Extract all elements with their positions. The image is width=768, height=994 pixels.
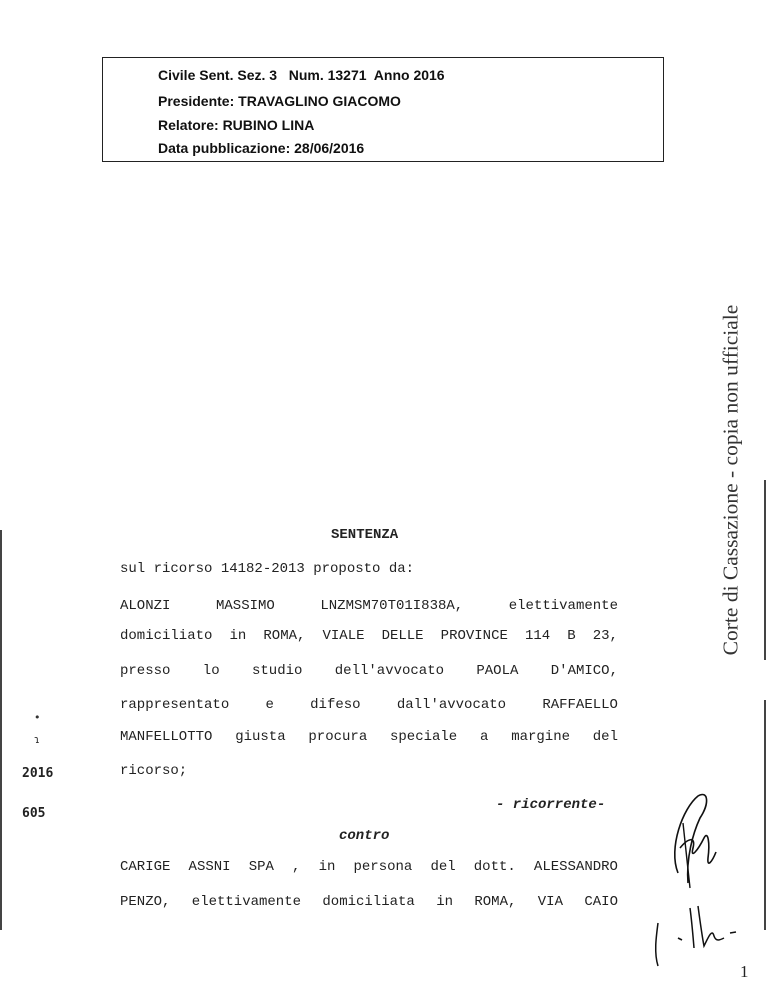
right-margin-rule-lower	[764, 700, 766, 930]
word: in	[436, 894, 453, 910]
word: CARIGE	[120, 859, 171, 875]
header-box	[102, 57, 664, 162]
intro-line: sul ricorso 14182-2013 proposto da:	[120, 561, 415, 577]
margin-mark: ɿ	[34, 733, 40, 746]
word: CAIO	[584, 894, 618, 910]
rapporteur: Relatore: RUBINO LINA	[158, 117, 315, 133]
word: RAFFAELLO	[542, 697, 618, 713]
document-title: SENTENZA	[331, 527, 399, 543]
word: difeso	[310, 697, 361, 713]
word: dall'avvocato	[396, 697, 507, 713]
word: 23,	[592, 628, 618, 644]
word: domiciliata	[322, 894, 415, 910]
para2-line-1	[120, 859, 618, 875]
word: speciale	[390, 729, 458, 745]
word: margine	[511, 729, 570, 745]
president: Presidente: TRAVAGLINO GIACOMO	[158, 93, 401, 109]
contro-label: contro	[339, 828, 390, 844]
word: persona	[353, 859, 413, 875]
margin-year: 2016	[22, 766, 54, 781]
word: dott.	[473, 859, 516, 875]
para2-line-2	[120, 894, 618, 910]
role-ricorrente: - ricorrente-	[496, 797, 606, 813]
word: e	[265, 697, 274, 713]
word: D'AMICO,	[550, 663, 618, 679]
word: ROMA,	[474, 894, 517, 910]
left-margin-rule	[0, 530, 2, 930]
word: ALONZI	[120, 598, 171, 614]
word: VIA	[537, 894, 563, 910]
word: domiciliato	[120, 628, 213, 644]
word: VIALE	[322, 628, 365, 644]
word: elettivamente	[508, 598, 618, 614]
word: PENZO,	[120, 894, 171, 910]
word: LNZMSM70T01I838A,	[320, 598, 464, 614]
word: DELLE	[381, 628, 424, 644]
word: del	[430, 859, 456, 875]
para1-line-1	[120, 598, 618, 614]
word: ALESSANDRO	[533, 859, 618, 875]
para1-line-2	[120, 628, 618, 644]
word: dell'avvocato	[334, 663, 444, 679]
word: rappresentato	[120, 697, 230, 713]
word: a	[480, 729, 489, 745]
para1-last-line: ricorso;	[120, 763, 188, 779]
margin-number: 605	[22, 806, 46, 821]
word: PAOLA	[476, 663, 519, 679]
word: in	[229, 628, 247, 644]
para1-line-4	[120, 697, 618, 713]
word: presso	[120, 663, 171, 679]
case-reference: Civile Sent. Sez. 3 Num. 13271 Anno 2016	[158, 67, 445, 83]
word: lo	[202, 663, 220, 679]
word: in	[318, 859, 336, 875]
word: B	[567, 628, 576, 644]
word: SPA	[248, 859, 274, 875]
word: ROMA,	[263, 628, 306, 644]
word: ASSNI	[188, 859, 231, 875]
word: giusta	[235, 729, 286, 745]
watermark: Corte di Cassazione - copia non ufficiale	[718, 304, 743, 656]
right-margin-rule	[764, 480, 766, 660]
page-number: 1	[740, 962, 749, 981]
handwritten-signature	[638, 788, 748, 968]
word: procura	[308, 729, 368, 745]
word: MASSIMO	[215, 598, 275, 614]
publication-date: Data pubblicazione: 28/06/2016	[158, 140, 365, 156]
word: studio	[251, 663, 303, 679]
word: elettivamente	[191, 894, 302, 910]
para1-line-3	[120, 663, 618, 679]
word: MANFELLOTTO	[120, 729, 213, 745]
margin-mark: •	[34, 711, 41, 724]
para1-line-5	[120, 729, 618, 745]
word: 114	[524, 628, 551, 644]
word: del	[592, 729, 618, 745]
word: ,	[292, 859, 301, 875]
word: PROVINCE	[440, 628, 508, 644]
